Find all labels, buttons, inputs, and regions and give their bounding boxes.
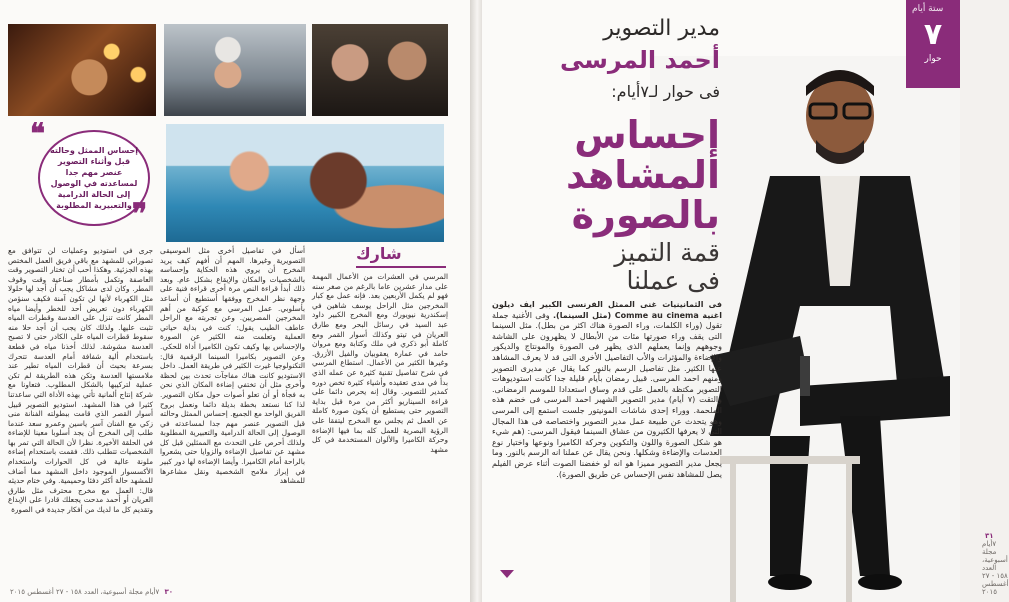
right-footer: [982, 532, 1009, 596]
intro-lead: فى الثمانينيات غنى الممثل الفرنسى الكبير ايف ديلون اغنية Comme au cinema (مثل السينما).: [492, 300, 722, 320]
article-column-left-1: جرى في استوديو وعمليات لن تتوافق مع تصوراتي للمشهد مع باقي فريق العمل المختص بهذه الجزئية. وهكذا أحب أن تختار التصوير وقت العاصفة وتكمل بأمطار صناعية وقت وقوف المطر. وكان لدى مشاكل يجب أن أجد لها حلولا مثل الكهرباء لأنها لن تكون آمنة فكيف سنؤمن الكهرباء دون تعريض أحد للخطر وأيضا مياه المطر كانت تنزل على العدسة وقطرات المياه تثبت عليها. ولذلك كان يجب أن أجد حلا منه سقوط قطرات المياه على الكادر حتى لا تصبح العدسة مشوشة. لذلك أخذنا مياه في قطعة باستخدام ألية شفافة أمام العدسة تتحرك بسرعة بحيث أن قطرات المياه تطير عند ملامستها العدسة وتكن هذه الطريقة لم تكن عملية لتركيبها بالشكل المطلوب. فتعاونا مع شركة إنتاج ألمانية تأتي بهذه الأداة التي ساعدتنا كثيرا في هذا المشهد. استوديو التصوير قبيل أسوار القصر الذي قامت ببطولته الفنانة منى زكي مع الفنان آسر ياسين وعمرو سعد عندما طلب إلى المخرج أن يجد أسلوبا معينا للإضاءة في الحلقة الأخيرة. نظرا لأن الحالة التي تمر بها الشخصيات تتطلب ذلك. فقمت باستخدام إضاءة ملونة عالية في كل الحوارات واستخدام الأكسسوار الموجود داخل المشهد مما أضاف للمشهد حالة أكثر دفئا وحميمية. وفي ختام حديثه قال: العمل مع مخرج محترف مثل طارق العريان أو أحمد مدحت يجعلك قادرا على الإبداع وتقديم كل ما لديك من أفكار جديدة في الصورة: [8, 246, 153, 515]
share-underline: [356, 266, 446, 268]
right-footer-magazine: ٧أيام مجلة أسبوعية، العدد ١٥٨ - ٢٧ أغسطس ٢٠١٥: [982, 540, 1009, 596]
article-column-left-3: المرسي في العشرات من الأعمال المهمة على مدار عشرين عاما بالرغم من صغر سنه فهو لم يكمل الأربعين بعد. فإنه عمل مع كبار المخرجين مثل الراحل يوسف شاهين في إسكندرية نيويورك ومع المخرج الكبير داود عبد السيد في رسائل البحر ومع طارق العريان في تيتو وكذلك أسوار القمر ومع كاملة أبو ذكري في ملك وكتابة ومع مروان حامد في عمارة يعقوبيان والفيل الأزرق. وغيرها الكثير من الأعمال. استطاع المرسي في شرح تفاصيل تقنية كثيرة عن عمله الذي بدأ في مدى تعقيده وأشياء كثيرة تخص دوره كمدير للتصوير. وقال إنه يحرص دائما على قراءة السيناريو أكثر من مرة قبل بداية التصوير حتى يستطيع أن يكون صورة كاملة عن العمل ثم يجلس مع المخرج ليتفقا على الرؤية البصرية للعمل كله بما فيها الإضاءة وحركة الكاميرا والألوان المستخدمة في كل مشهد: [312, 272, 448, 454]
quote-close-icon: ❞: [132, 197, 148, 230]
share-link[interactable]: شارك: [356, 244, 402, 263]
headline-subtitle: فى حوار لـ٧أيام:: [611, 82, 720, 101]
photo-candles-actress: [8, 24, 156, 116]
photo-two-actors: [312, 24, 448, 116]
page-gutter: [470, 0, 482, 602]
article-column-left-2: أسأل في تفاصيل أخرى مثل الموسيقى التصويرية وغيرها. المهم أن أفهم كيف يريد المخرج أن يروي هذه الحكاية وإحساسه بالشخصيات والمكان والإيقاع بشكل عام. وبعد ذلك أبدأ قراءة النص مرة أخرى قراءة فنية على وجهة نظر المخرج ووفقها أستطيع أن أساعد بأسلوبي. عمل المرسي مع كوكبة من أهم المخرجين المصريين. وعن تجربته مع الراحل عاطف الطيب يقول: كنت في بداية حياتي العملية وتعلمت منه الكثير عن الصورة والإحساس بها وكيف تكون الكاميرا أداة للحكي. وعن التصوير بكاميرا السينما الرقمية قال: التكنولوجيا غيرت الكثير في طريقة العمل. داخل الاستوديو كانت هناك مفاجآت تحدث بين لحظة وأخرى مثل أن تختفي إضاءة المكان الذي نحن به فجأة أو أن تعلو أصوات حول مكان التصوير. لذا كنا نستعد بخطة بديلة دائما ونعمل بروح الفريق الواحد مع الجميع. إحساس الممثل وحالته قبل التصوير عنصر مهم جدا لمساعدته في الوصول إلى الحالة الدرامية والتعبيرية المطلوبة ولذلك أحرص على التحدث مع الممثلين قبل كل مشهد عن تفاصيل الإضاءة والزوايا حتى يشعروا بالراحة أمام الكاميرا. وأيضا الإضاءة لها دور كبير في إبراز ملامح الشخصية ونقل مشاعرها للمشاهد: [160, 246, 305, 486]
left-page: [0, 0, 470, 602]
headline-big-line-2: المشاهد: [565, 153, 720, 197]
left-footer-magazine: ٧أيام مجلة أسبوعية، العدد ١٥٨ - ٢٧ أغسطس ٢٠١٥: [10, 588, 160, 596]
tag-label: حوار: [924, 54, 942, 64]
headline-role: مدير التصوير: [603, 16, 720, 41]
interview-tag: [906, 0, 960, 88]
photo-cameraman-on-set: [164, 24, 306, 116]
continue-arrow-icon: [500, 570, 514, 578]
article-intro-column: [492, 300, 722, 576]
pull-quote-text: إحساس الممثل وحالته قبل وأثناء التصوير عنصر مهم جدا لمساعدته في الوصول إلى الحالة الدرامية والتعبيرية المطلوبة: [49, 146, 138, 210]
tag-deco-text: ستة أيام: [912, 4, 944, 14]
left-footer: [10, 588, 176, 596]
right-page: [482, 0, 1009, 602]
headline-big-line-3: بالصورة: [571, 193, 720, 237]
right-page-number: ٣١: [985, 532, 994, 540]
intro-body: وفى الأغنية جملة تقول (وراء الكلمات، وراء الصورة هناك اكثر من بطل). مثل السينما التى يقف وراء صورتها مئات من الأبطال لا يظهرون على الشاشة وجوههم وإنما يعملهم الذى يظهر فى الصورة والمونتاج والديكور والإضاءة والمؤثرات والأب التفاصيل الأخرى التى قد لا يعرف المشاهد عنها الكثير. مثل تفاصيل الرسم بالنور كما يقال عن مديرى التصوير ومنهم احمد المرسى. قبيل رمضان بأيام قليلة جدا كانت استوديوهات التصوير مكتظة بالعمل على قدم وساق استعدادا للموسم الرمضانى. والتقت (٧ أيام) مدير التصوير الشهير احمد المرسى فى خضم هذه الملحمة. ووراء إحدى شاشات المونيتور جلست استمع إلى المرسى وهو يتحدث عن طبيعة عمل مدير التصوير واختصاصه فى هذا المجال التى لا يعرفها الكثيرون من عشاق السينما فيقول المرسى: (هم شيء هو شكل الصورة واللون والتكوين وحركة الكاميرا ونوعها واختيار نوع العدسات والإضاءة وشكلها. ونحن يقال عن عملنا انه الرسم بالنور. وما يجعل مدير التصوير مميزا هو انه لو خفضنا الصوت أثناء عرض الفيلم يصل للمشاهد نفس الإحساس عن طريق الصورة).: [492, 310, 722, 479]
photo-beach-scene: [166, 124, 444, 242]
headline-name: أحمد المرسى: [560, 46, 720, 74]
headline-big-line-1: إحساس: [574, 113, 720, 157]
headline-mid-line-1: قمة التميز: [614, 238, 720, 267]
headline-mid-line-2: فى عملنا: [626, 266, 720, 295]
quote-open-icon: ❝: [30, 117, 46, 150]
left-page-number: ٣٠: [164, 588, 174, 596]
tag-number: ٧: [923, 17, 943, 52]
